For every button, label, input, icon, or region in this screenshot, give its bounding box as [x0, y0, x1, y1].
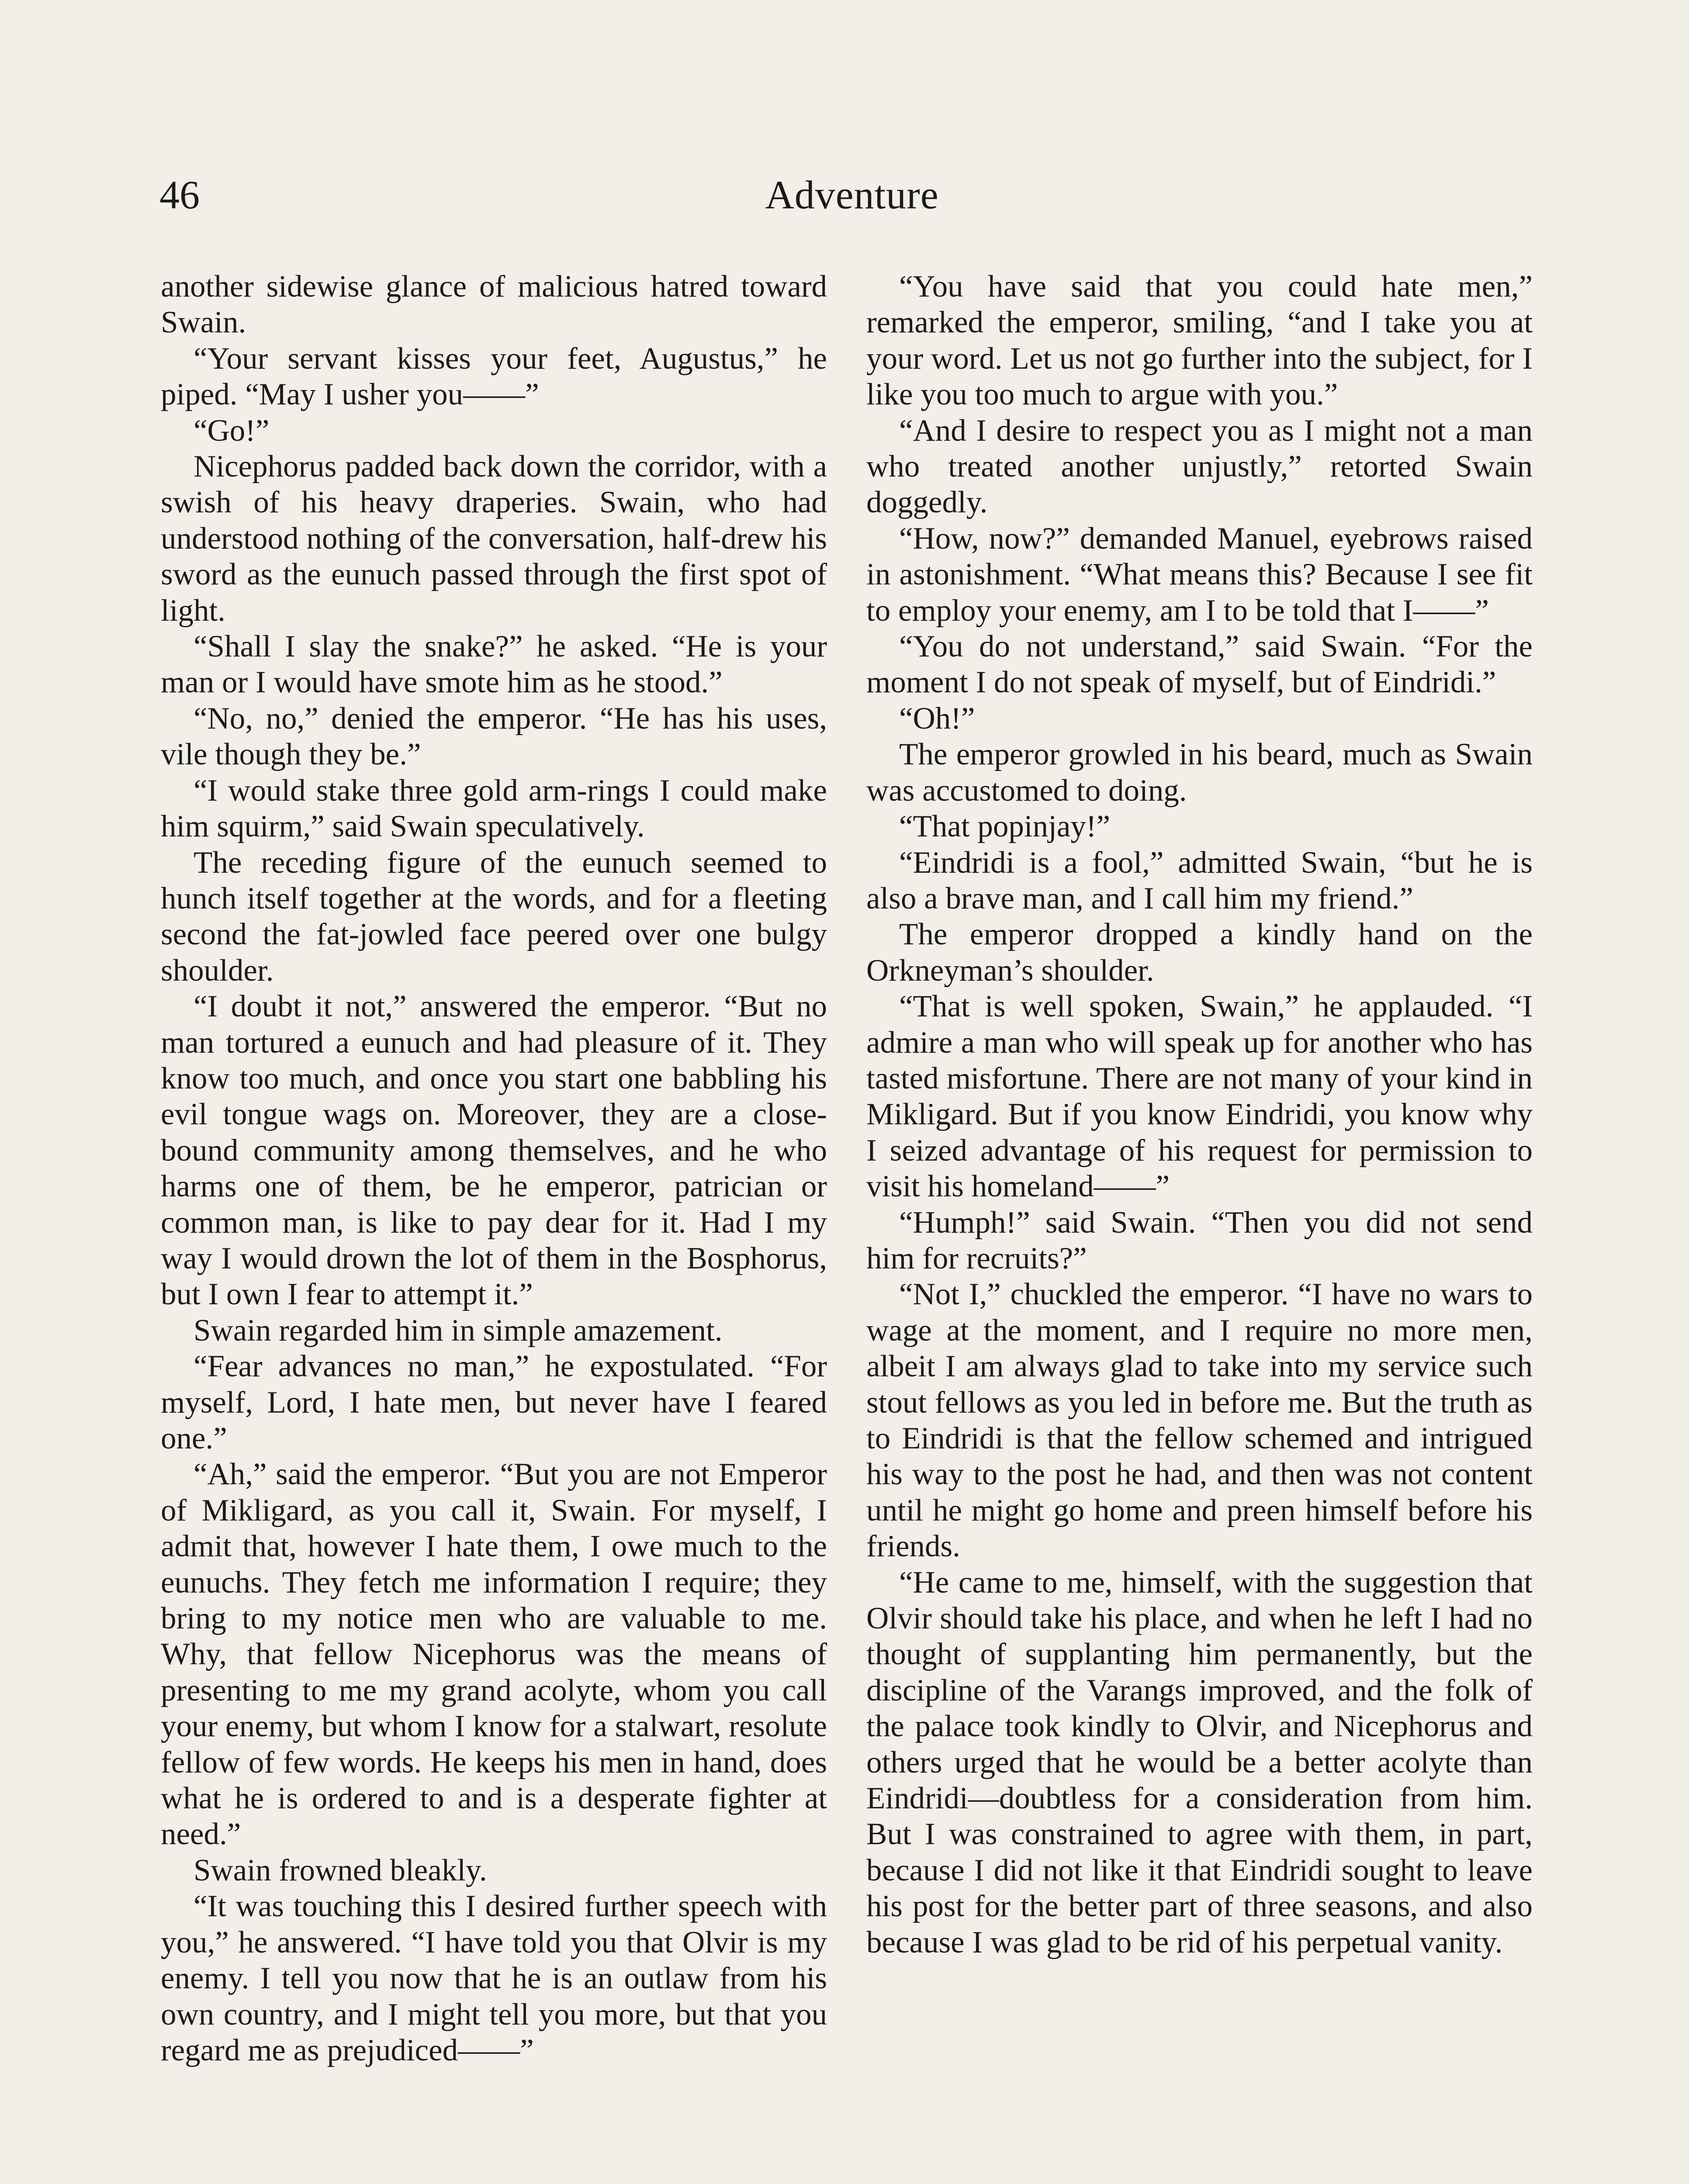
paragraph: another sidewise glance of malicious hatred toward Swain.: [161, 270, 827, 340]
paragraph: “Your servant kisses your feet, Augustus,” he piped. “May I usher you——”: [161, 341, 827, 412]
paragraph: “Oh!”: [899, 701, 975, 736]
paragraph: Nicephorus padded back down the corridor, with a swish of his heavy draperies. Swain, who had understood nothing of the conversation, half-drew his sword as the eunuch passed through the first spot of light.: [161, 449, 827, 628]
paragraph: “You do not understand,” said Swain. “For the moment I do not speak of myself, but of Eindridi.”: [866, 629, 1533, 700]
paragraph: “Shall I slay the snake?” he asked. “He is your man or I would have smote him as he stood.”: [161, 629, 827, 700]
paragraph: “Humph!” said Swain. “Then you did not send him for recruits?”: [866, 1205, 1533, 1275]
paragraph: “Fear advances no man,” he expostulated. “For myself, Lord, I hate men, but never have I feared one.”: [161, 1349, 827, 1455]
paragraph: “Go!”: [194, 413, 270, 448]
paragraph: The emperor growled in his beard, much as Swain was accustomed to doing.: [866, 737, 1533, 808]
paragraph: “Ah,” said the emperor. “But you are not Emperor of Mikligard, as you call it, Swain. For myself, I admit that, however I hate them, I owe much to the eunuchs. They fetch me information I require; they bring to my notice men who are valuable to me. Why, that fellow Nicephorus was the means of presenting to me my grand acolyte, whom you call your enemy, but whom I know for a stalwart, resolute fellow of few words. He keeps his men in hand, does what he is ordered to and is a desperate fighter at need.”: [161, 1457, 827, 1852]
right-column: [866, 269, 1533, 1960]
paragraph: “No, no,” denied the emperor. “He has his uses, vile though they be.”: [161, 701, 827, 772]
paragraph: The receding figure of the eunuch seemed to hunch itself together at the words, and for a fleeting second the fat-jowled face peered over one bulgy shoulder.: [161, 845, 827, 988]
left-column: [161, 269, 827, 2068]
paragraph: Swain frowned bleakly.: [194, 1853, 487, 1887]
paragraph: “It was touching this I desired further speech with you,” he answered. “I have told you that Olvir is my enemy. I tell you now that he is an outlaw from his own country, and I might tell you more, but that you regard me as prejudiced——”: [161, 1889, 827, 2067]
paragraph: “Eindridi is a fool,” admitted Swain, “but he is also a brave man, and I call him my friend.”: [866, 845, 1533, 916]
running-head: Adventure: [765, 173, 939, 217]
page-number: 46: [159, 173, 200, 217]
paragraph: “Not I,” chuckled the emperor. “I have no wars to wage at the moment, and I require no more men, albeit I am always glad to take into my service such stout fellows as you led in before me. But the truth as to Eindridi is that the fellow schemed and intrigued his way to the post he had, and then was not content until he might go home and preen himself before his friends.: [866, 1277, 1533, 1564]
paragraph: Swain regarded him in simple amazement.: [194, 1313, 723, 1348]
paragraph: “How, now?” demanded Manuel, eyebrows raised in astonishment. “What means this? Because I see fit to employ your enemy, am I to be told that I——”: [866, 521, 1533, 628]
paragraph: “And I desire to respect you as I might not a man who treated another unjustly,” retorted Swain doggedly.: [866, 413, 1533, 520]
paragraph: “He came to me, himself, with the suggestion that Olvir should take his place, and when he left I had no thought of supplanting him permanently, but the discipline of the Varangs improved, and the folk of the palace took kindly to Olvir, and Nicephorus and others urged that he would be a better acolyte than Eindridi—doubtless for a consideration from him. But I was constrained to agree with them, in part, because I did not like it that Eindridi sought to leave his post for the better part of three seasons, and also because I was glad to be rid of his perpetual vanity.: [866, 1565, 1533, 1959]
paragraph: “That is well spoken, Swain,” he applauded. “I admire a man who will speak up for another who has tasted misfortune. There are not many of your kind in Mikligard. But if you know Eindridi, you know why I seized advantage of his request for permission to visit his homeland——”: [866, 989, 1533, 1204]
paragraph: “That popinjay!”: [899, 809, 1110, 844]
paragraph: “You have said that you could hate men,” remarked the emperor, smiling, “and I take you at your word. Let us not go further into the subject, for I like you too much to argue with you.”: [866, 270, 1533, 412]
paragraph: The emperor dropped a kindly hand on the Orkneyman’s shoulder.: [866, 917, 1533, 988]
paragraph: “I would stake three gold arm-rings I could make him squirm,” said Swain speculatively.: [161, 773, 827, 844]
paragraph: “I doubt it not,” answered the emperor. “But no man tortured a eunuch and had pleasure of it. They know too much, and once you start one babbling his evil tongue wags on. Moreover, they are a close-bound community among themselves, and he who harms one of them, be he emperor, patrician or common man, is like to pay dear for it. Had I my way I would drown the lot of them in the Bosphorus, but I own I fear to attempt it.”: [161, 989, 827, 1312]
